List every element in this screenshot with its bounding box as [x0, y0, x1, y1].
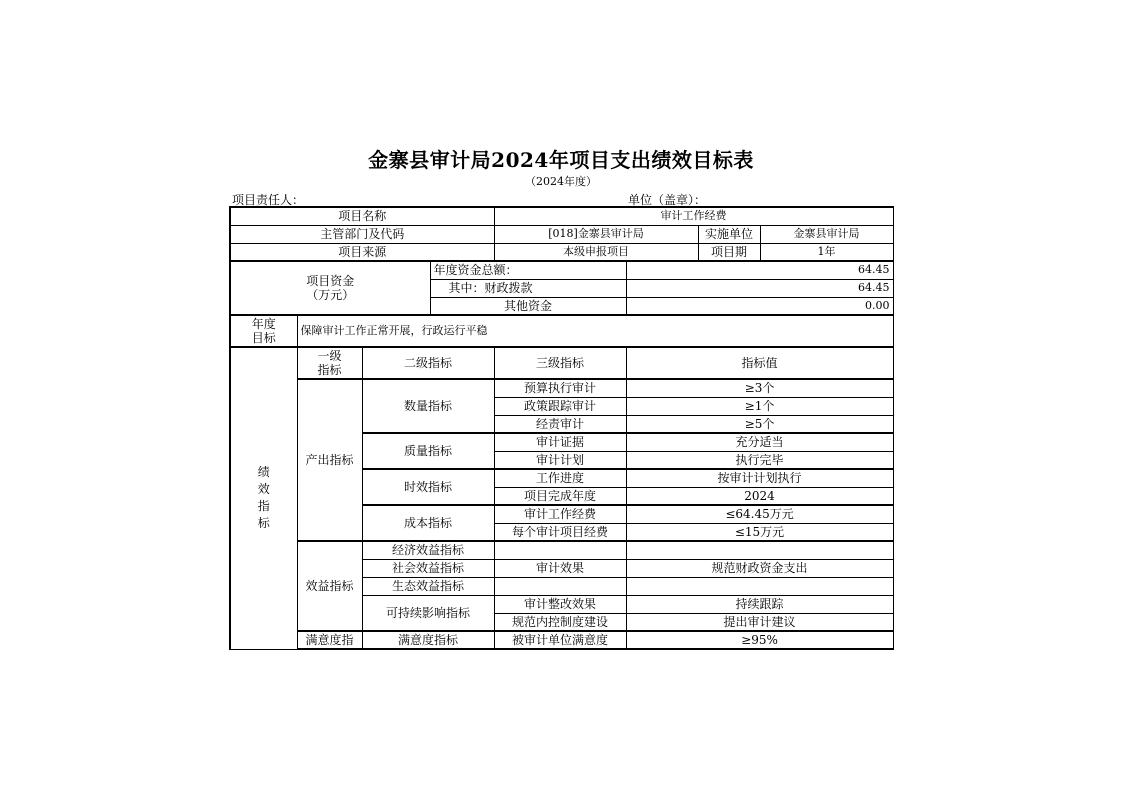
table-row	[230, 379, 893, 397]
ecological-benefit-label: 生态效益指标	[362, 577, 494, 595]
indicator-value: 规范财政资金支出	[626, 559, 893, 577]
table-row	[230, 541, 893, 559]
funds-fiscal-value: 64.45	[626, 279, 893, 297]
funds-total-row	[230, 261, 893, 279]
indicator-name: 政策跟踪审计	[494, 397, 626, 415]
header-level3: 三级指标	[494, 347, 626, 379]
indicator-value: 按审计计划执行	[626, 469, 893, 487]
table-row	[230, 631, 893, 649]
dept-row	[230, 225, 893, 243]
source-value: 本级申报项目	[494, 243, 698, 261]
indicator-name: 审计证据	[494, 433, 626, 451]
project-name-value: 审计工作经费	[494, 207, 893, 225]
funds-other-label: 其他资金	[430, 297, 626, 315]
annual-goal-row	[230, 315, 893, 347]
funds-total-value: 64.45	[626, 261, 893, 279]
satisfaction-indicator-label: 满意度指	[297, 631, 362, 649]
indicator-value	[626, 577, 893, 595]
project-name-label: 项目名称	[230, 207, 494, 225]
header-level1: 一级 指标	[297, 347, 362, 379]
social-benefit-label: 社会效益指标	[362, 559, 494, 577]
header-level2: 二级指标	[362, 347, 494, 379]
performance-indicator-section-label: 绩 效 指 标	[230, 347, 297, 649]
indicator-name: 规范内控制度建设	[494, 613, 626, 631]
cost-indicator-label: 成本指标	[362, 505, 494, 541]
indicator-value: ≥3个	[626, 379, 893, 397]
period-label: 项目期	[698, 243, 760, 261]
sustainable-impact-label: 可持续影响指标	[362, 595, 494, 631]
indicator-header-row	[230, 347, 893, 379]
indicator-name	[494, 541, 626, 559]
annual-goal-label-line1: 年度	[251, 317, 276, 331]
quantity-indicator-label: 数量指标	[362, 379, 494, 433]
indicator-name: 审计效果	[494, 559, 626, 577]
unit-seal-label: 单位（盖章）：	[628, 193, 707, 207]
indicator-value: ≥1个	[626, 397, 893, 415]
source-row	[230, 243, 893, 261]
economic-benefit-label: 经济效益指标	[362, 541, 494, 559]
dept-label: 主管部门及代码	[230, 225, 494, 243]
indicator-value: 2024	[626, 487, 893, 505]
dept-value: [018]金寨县审计局	[494, 225, 698, 243]
funds-other-value: 0.00	[626, 297, 893, 315]
timeliness-indicator-label: 时效指标	[362, 469, 494, 505]
indicator-name: 审计工作经费	[494, 505, 626, 523]
quality-indicator-label: 质量指标	[362, 433, 494, 469]
indicator-value: ≤64.45万元	[626, 505, 893, 523]
annual-goal-label	[230, 315, 297, 347]
source-label: 项目来源	[230, 243, 494, 261]
project-name-row	[230, 207, 893, 225]
responsible-person-label: 项目责任人：	[232, 193, 305, 207]
indicator-value: 充分适当	[626, 433, 893, 451]
indicator-value	[626, 541, 893, 559]
annual-goal-label-line2: 目标	[251, 331, 276, 345]
indicator-name: 每个审计项目经费	[494, 523, 626, 541]
funds-label-line1: 项目资金	[306, 274, 355, 288]
funds-label	[230, 261, 430, 315]
indicator-name	[494, 577, 626, 595]
indicator-name: 工作进度	[494, 469, 626, 487]
funds-fiscal-label: 其中：财政拨款	[430, 279, 626, 297]
satisfaction-level2-label: 满意度指标	[362, 631, 494, 649]
page-subtitle: （2024年度）	[525, 175, 597, 188]
indicator-value: ≤15万元	[626, 523, 893, 541]
indicator-value: 执行完毕	[626, 451, 893, 469]
funds-total-label: 年度资金总额：	[430, 261, 626, 279]
benefit-indicator-label: 效益指标	[297, 541, 362, 631]
annual-goal-text: 保障审计工作正常开展，行政运行平稳	[297, 315, 893, 347]
indicator-name: 审计整改效果	[494, 595, 626, 613]
indicator-name: 经责审计	[494, 415, 626, 433]
indicator-value: ≥5个	[626, 415, 893, 433]
indicator-name: 预算执行审计	[494, 379, 626, 397]
output-indicator-label: 产出指标	[297, 379, 362, 541]
indicator-value: ≥95%	[626, 631, 893, 649]
period-value: 1年	[760, 243, 893, 261]
indicator-name: 被审计单位满意度	[494, 631, 626, 649]
impl-unit-label: 实施单位	[698, 225, 760, 243]
header-value: 指标值	[626, 347, 893, 379]
page-title: 金寨县审计局2024年项目支出绩效目标表	[368, 148, 754, 172]
indicator-name: 审计计划	[494, 451, 626, 469]
indicator-value: 持续跟踪	[626, 595, 893, 613]
funds-label-line2: （万元）	[306, 288, 355, 302]
indicator-value: 提出审计建议	[626, 613, 893, 631]
indicator-name: 项目完成年度	[494, 487, 626, 505]
performance-goal-table	[229, 206, 894, 650]
impl-unit-value: 金寨县审计局	[760, 225, 893, 243]
